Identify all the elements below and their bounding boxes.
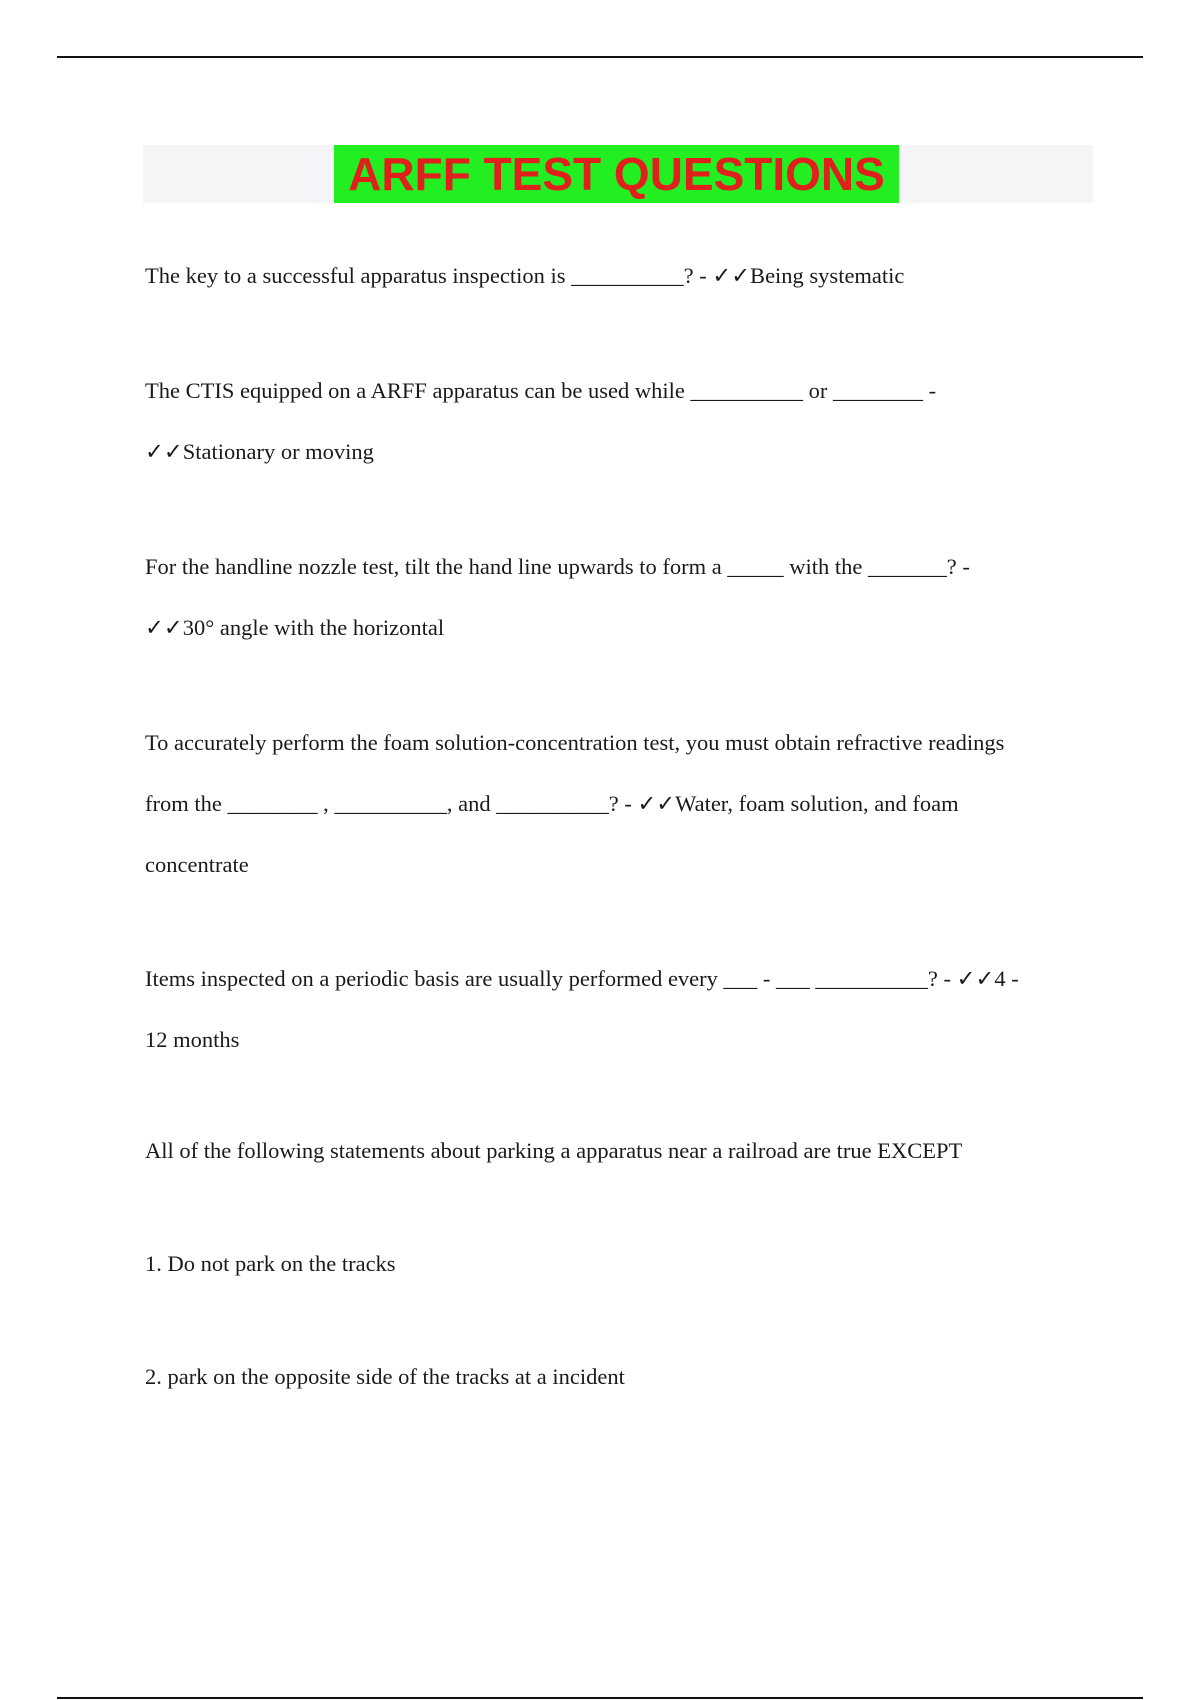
bottom-rule <box>57 1697 1143 1699</box>
option-2: 2. park on the opposite side of the tracks at a incident <box>145 1364 625 1389</box>
document-title: ARFF TEST QUESTIONS <box>348 148 885 200</box>
question-3-answer: ✓✓30° angle with the horizontal <box>145 615 445 640</box>
question-1-text: The key to a successful apparatus inspection is __________? - ✓✓Being systematic <box>145 263 905 288</box>
question-2-answer: ✓✓Stationary or moving <box>145 439 374 464</box>
question-3-text: For the handline nozzle test, tilt the hand line upwards to form a _____ with the _______? - <box>145 554 970 579</box>
question-4-text: To accurately perform the foam solution-concentration test, you must obtain refractive readings <box>145 730 1005 755</box>
question-4-answer-cont: concentrate <box>145 852 249 877</box>
question-5-answer-cont: 12 months <box>145 1027 240 1052</box>
top-rule <box>57 56 1143 58</box>
option-1: 1. Do not park on the tracks <box>145 1251 396 1276</box>
question-5-text: Items inspected on a periodic basis are usually performed every ___ - ___ __________? - ✓✓4 - <box>145 966 1019 991</box>
title-highlight <box>334 145 899 203</box>
question-6-text: All of the following statements about parking a apparatus near a railroad are true EXCEPT <box>145 1138 963 1163</box>
question-4-text-cont: from the ________ , __________, and __________? - ✓✓Water, foam solution, and foam <box>145 791 959 816</box>
question-2-text: The CTIS equipped on a ARFF apparatus can be used while __________ or ________ - <box>145 378 937 403</box>
